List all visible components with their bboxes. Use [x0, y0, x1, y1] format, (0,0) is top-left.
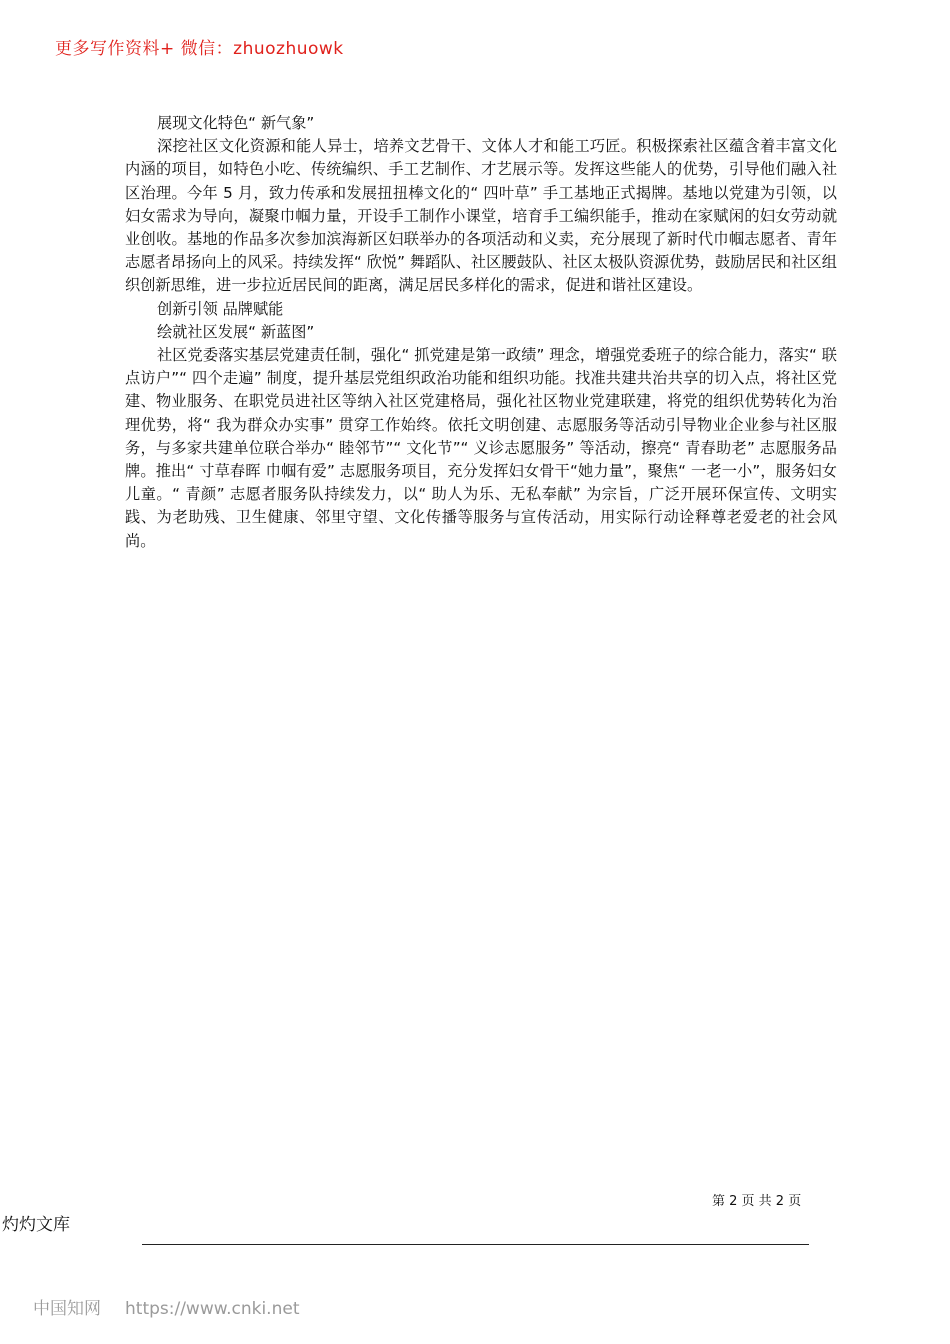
- paragraph: 社区党委落实基层党建责任制，强化“ 抓党建是第一政绩” 理念，增强党委班子的综合能力，落实“ 联点访户”“ 四个走遍” 制度，提升基层党组织政治功能和组织功能。找准共建共治共享的切入点，将社区党建、物业服务、在职党员进社区等纳入社区党建格局，强化社区物业党建联建，将党的组织优势转化为治理优势，将“ 我为群众办实事” 贯穿工作始终。依托文明创建、志愿服务等活动引导物业企业参与社区服务，与多家共建单位联合举办“ 睦邻节”“ 文化节”“ 义诊志愿服务” 等活动，擦亮“ 青春助老” 志愿服务品牌。推出“ 寸草春晖 巾帼有爱” 志愿服务项目，充分发挥妇女骨干“她力量”，聚焦“ 一老一小”，服务妇女儿童。“ 青颜” 志愿者服务队持续发力，以“ 助人为乐、无私奉献” 为宗旨，广泛开展环保宣传、文明实践、为老助残、卫生健康、邻里守望、文化传播等服务与宣传活动，用实际行动诠释尊老爱老的社会风尚。: [125, 346, 837, 550]
- section-heading: 绘就社区发展“ 新蓝图”: [157, 322, 315, 341]
- footer-divider: [142, 1244, 809, 1245]
- page-number: 第 2 页 共 2 页: [712, 1194, 802, 1209]
- promo-banner: 更多写作资料+ 微信：zhuozhuowk: [55, 39, 344, 59]
- section-heading: 创新引领 品牌赋能: [157, 299, 284, 318]
- watermark: [33, 1294, 323, 1319]
- article-body: [125, 112, 837, 553]
- section-heading: 展现文化特色“ 新气象”: [157, 114, 315, 132]
- watermark-site: 中国知网: [33, 1299, 101, 1319]
- paragraph: 深挖社区文化资源和能人异士，培养文艺骨干、文体人才和能工巧匠。积极探索社区蕴含着丰富文化内涵的项目，如特色小吃、传统编织、手工艺制作、才艺展示等。发挥这些能人的优势，引导他们融入社区治理。今年 5 月，致力传承和发展扭扭棒文化的“ 四叶草” 手工基地正式揭牌。基地以党建为引领，以妇女需求为导向，凝聚巾帼力量，开设手工制作小课堂，培育手工编织能手，推动在家赋闲的妇女劳动就业创收。基地的作品多次参加滨海新区妇联举办的各项活动和义卖，充分展现了新时代巾帼志愿者、青年志愿者昂扬向上的风采。持续发挥“ 欣悦” 舞蹈队、社区腰鼓队、社区太极队资源优势，鼓励居民和社区组织创新思维，进一步拉近居民间的距离，满足居民多样化的需求，促进和谐社区建设。: [125, 137, 837, 295]
- library-name: 灼灼文库: [2, 1215, 70, 1235]
- watermark-url: https://www.cnki.net: [125, 1299, 300, 1319]
